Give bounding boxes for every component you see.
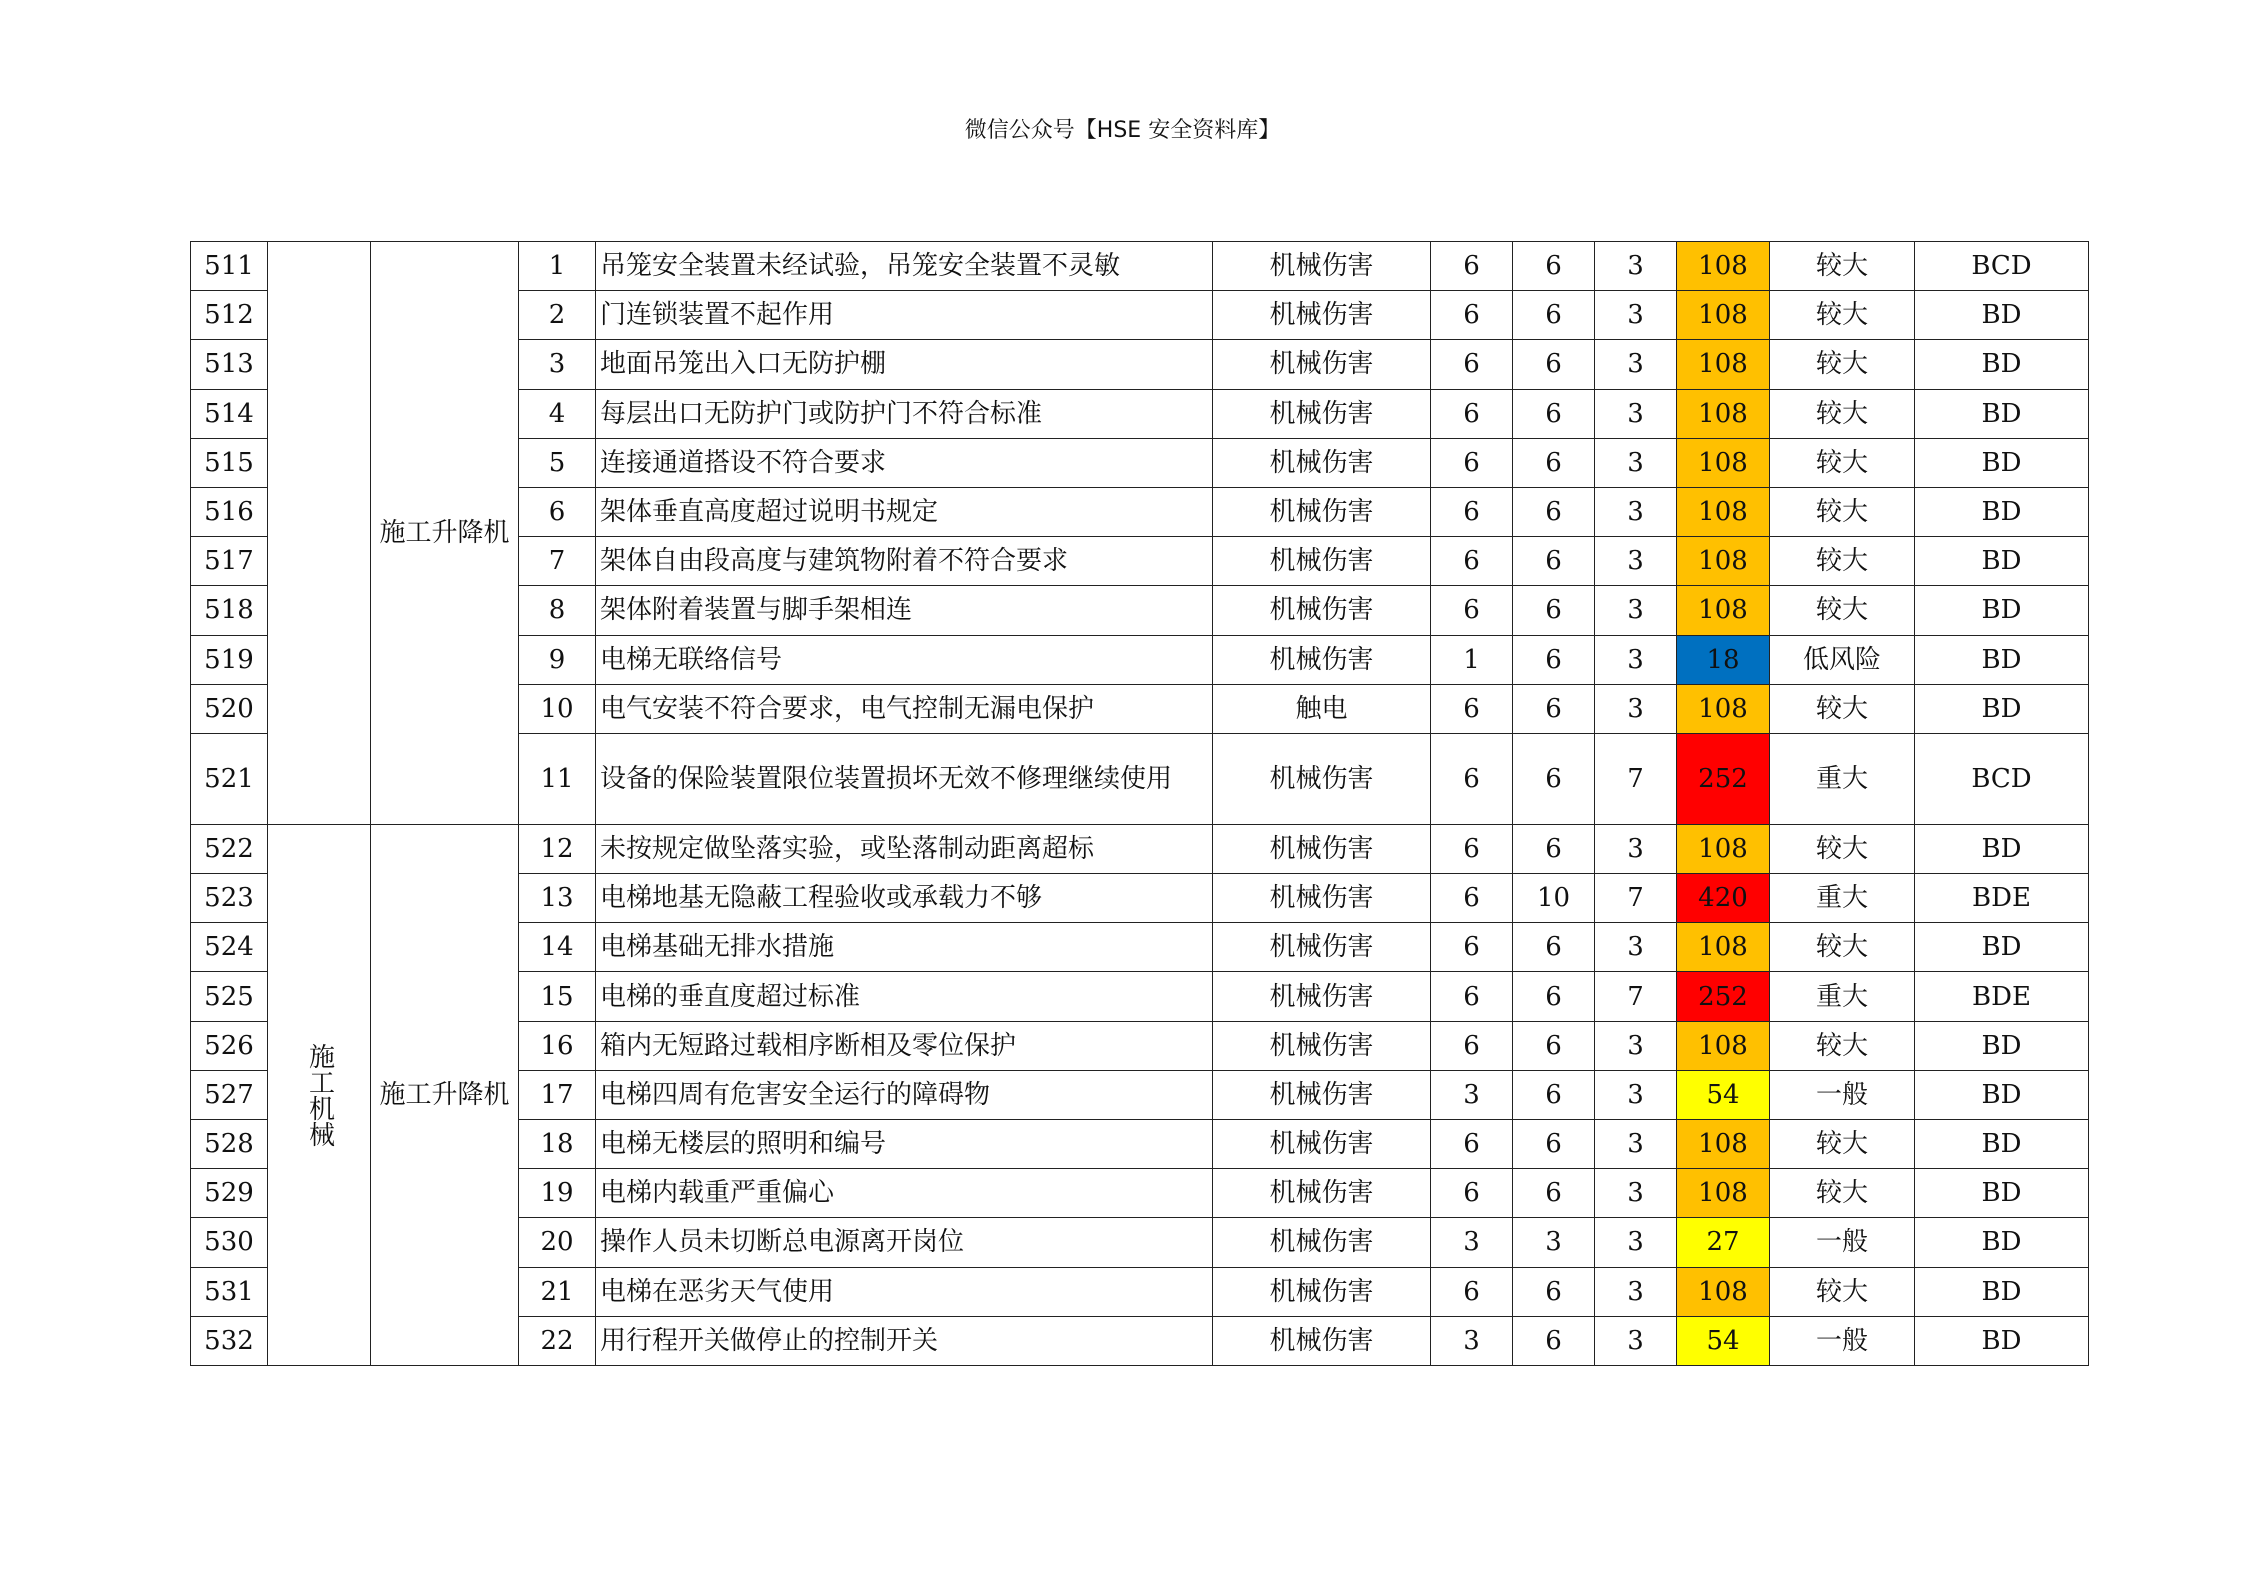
row-id-cell: 519 (191, 635, 268, 684)
control-measures-cell: BD (1915, 1316, 2089, 1365)
risk-level-cell: 较大 (1770, 923, 1915, 972)
likelihood-cell: 6 (1431, 340, 1513, 389)
accident-type-cell: 机械伤害 (1213, 487, 1431, 536)
risk-level-cell: 重大 (1770, 733, 1915, 824)
item-number-cell: 12 (519, 824, 596, 873)
hazard-description-cell: 电梯在恶劣天气使用 (596, 1267, 1213, 1316)
likelihood-cell: 6 (1431, 389, 1513, 438)
hazard-description-cell: 每层出口无防护门或防护门不符合标准 (596, 389, 1213, 438)
risk-level-cell: 较大 (1770, 1169, 1915, 1218)
risk-level-cell: 较大 (1770, 537, 1915, 586)
hazard-description-cell: 未按规定做坠落实验，或坠落制动距离超标 (596, 824, 1213, 873)
accident-type-cell: 机械伤害 (1213, 733, 1431, 824)
consequence-cell: 3 (1595, 1169, 1677, 1218)
hazard-description-cell: 电梯无楼层的照明和编号 (596, 1120, 1213, 1169)
accident-type-cell: 机械伤害 (1213, 389, 1431, 438)
control-measures-cell: BD (1915, 1218, 2089, 1267)
hazard-description-cell: 电梯无联络信号 (596, 635, 1213, 684)
row-id-cell: 526 (191, 1021, 268, 1070)
item-number-cell: 1 (519, 242, 596, 291)
exposure-cell: 6 (1513, 487, 1595, 536)
consequence-cell: 3 (1595, 389, 1677, 438)
consequence-cell: 3 (1595, 1070, 1677, 1119)
risk-score-cell: 108 (1677, 1267, 1770, 1316)
consequence-cell: 3 (1595, 1267, 1677, 1316)
hazard-description-cell: 电梯四周有危害安全运行的障碍物 (596, 1070, 1213, 1119)
consequence-cell: 3 (1595, 1218, 1677, 1267)
risk-score-cell: 108 (1677, 1021, 1770, 1070)
control-measures-cell: BD (1915, 1169, 2089, 1218)
hazard-description-cell: 设备的保险装置限位装置损坏无效不修理继续使用 (596, 733, 1213, 824)
likelihood-cell: 1 (1431, 635, 1513, 684)
control-measures-cell: BD (1915, 684, 2089, 733)
exposure-cell: 6 (1513, 635, 1595, 684)
row-id-cell: 525 (191, 972, 268, 1021)
table-row (191, 242, 2089, 291)
hazard-description-cell: 架体附着装置与脚手架相连 (596, 586, 1213, 635)
accident-type-cell: 机械伤害 (1213, 1070, 1431, 1119)
risk-score-cell: 108 (1677, 684, 1770, 733)
consequence-cell: 3 (1595, 635, 1677, 684)
exposure-cell: 3 (1513, 1218, 1595, 1267)
item-number-cell: 8 (519, 586, 596, 635)
row-id-cell: 515 (191, 438, 268, 487)
exposure-cell: 6 (1513, 972, 1595, 1021)
risk-score-cell: 54 (1677, 1316, 1770, 1365)
table-row (191, 824, 2089, 873)
likelihood-cell: 6 (1431, 1120, 1513, 1169)
item-number-cell: 9 (519, 635, 596, 684)
accident-type-cell: 机械伤害 (1213, 972, 1431, 1021)
control-measures-cell: BCD (1915, 242, 2089, 291)
page-header: 微信公众号【HSE 安全资料库】 (964, 118, 1281, 143)
hazard-description-cell: 架体自由段高度与建筑物附着不符合要求 (596, 537, 1213, 586)
hazard-description-cell: 电梯基础无排水措施 (596, 923, 1213, 972)
hazard-description-cell: 箱内无短路过载相序断相及零位保护 (596, 1021, 1213, 1070)
risk-score-cell: 420 (1677, 874, 1770, 923)
accident-type-cell: 机械伤害 (1213, 1021, 1431, 1070)
equipment-cell: 施工升降机 (371, 824, 519, 1365)
item-number-cell: 6 (519, 487, 596, 536)
risk-score-cell: 27 (1677, 1218, 1770, 1267)
row-id-cell: 517 (191, 537, 268, 586)
row-id-cell: 531 (191, 1267, 268, 1316)
likelihood-cell: 6 (1431, 923, 1513, 972)
control-measures-cell: BDE (1915, 874, 2089, 923)
row-id-cell: 532 (191, 1316, 268, 1365)
risk-score-cell: 108 (1677, 291, 1770, 340)
accident-type-cell: 机械伤害 (1213, 340, 1431, 389)
risk-level-cell: 较大 (1770, 340, 1915, 389)
accident-type-cell: 机械伤害 (1213, 1120, 1431, 1169)
likelihood-cell: 6 (1431, 537, 1513, 586)
control-measures-cell: BD (1915, 1021, 2089, 1070)
control-measures-cell: BD (1915, 824, 2089, 873)
item-number-cell: 17 (519, 1070, 596, 1119)
likelihood-cell: 6 (1431, 874, 1513, 923)
control-measures-cell: BD (1915, 1070, 2089, 1119)
likelihood-cell: 6 (1431, 733, 1513, 824)
risk-score-cell: 108 (1677, 824, 1770, 873)
risk-level-cell: 较大 (1770, 438, 1915, 487)
exposure-cell: 6 (1513, 242, 1595, 291)
consequence-cell: 3 (1595, 291, 1677, 340)
row-id-cell: 524 (191, 923, 268, 972)
row-id-cell: 520 (191, 684, 268, 733)
exposure-cell: 6 (1513, 824, 1595, 873)
consequence-cell: 3 (1595, 487, 1677, 536)
control-measures-cell: BD (1915, 1120, 2089, 1169)
risk-level-cell: 较大 (1770, 291, 1915, 340)
exposure-cell: 6 (1513, 1316, 1595, 1365)
control-measures-cell: BD (1915, 487, 2089, 536)
exposure-cell: 6 (1513, 684, 1595, 733)
risk-level-cell: 重大 (1770, 874, 1915, 923)
likelihood-cell: 3 (1431, 1316, 1513, 1365)
likelihood-cell: 3 (1431, 1070, 1513, 1119)
consequence-cell: 3 (1595, 340, 1677, 389)
item-number-cell: 5 (519, 438, 596, 487)
risk-score-cell: 18 (1677, 635, 1770, 684)
risk-score-cell: 108 (1677, 487, 1770, 536)
hazard-description-cell: 电梯地基无隐蔽工程验收或承载力不够 (596, 874, 1213, 923)
risk-level-cell: 较大 (1770, 1021, 1915, 1070)
risk-level-cell: 一般 (1770, 1070, 1915, 1119)
risk-level-cell: 较大 (1770, 824, 1915, 873)
risk-score-cell: 108 (1677, 340, 1770, 389)
consequence-cell: 3 (1595, 684, 1677, 733)
risk-score-cell: 54 (1677, 1070, 1770, 1119)
row-id-cell: 516 (191, 487, 268, 536)
row-id-cell: 518 (191, 586, 268, 635)
accident-type-cell: 机械伤害 (1213, 242, 1431, 291)
likelihood-cell: 6 (1431, 586, 1513, 635)
control-measures-cell: BD (1915, 1267, 2089, 1316)
row-id-cell: 511 (191, 242, 268, 291)
consequence-cell: 7 (1595, 733, 1677, 824)
row-id-cell: 521 (191, 733, 268, 824)
hazard-table (190, 241, 2089, 1366)
accident-type-cell: 机械伤害 (1213, 1316, 1431, 1365)
risk-level-cell: 一般 (1770, 1316, 1915, 1365)
exposure-cell: 6 (1513, 1267, 1595, 1316)
accident-type-cell: 机械伤害 (1213, 874, 1431, 923)
item-number-cell: 18 (519, 1120, 596, 1169)
control-measures-cell: BD (1915, 389, 2089, 438)
likelihood-cell: 6 (1431, 824, 1513, 873)
likelihood-cell: 6 (1431, 1169, 1513, 1218)
row-id-cell: 527 (191, 1070, 268, 1119)
item-number-cell: 2 (519, 291, 596, 340)
row-id-cell: 514 (191, 389, 268, 438)
risk-score-cell: 108 (1677, 1169, 1770, 1218)
likelihood-cell: 6 (1431, 972, 1513, 1021)
risk-level-cell: 较大 (1770, 389, 1915, 438)
row-id-cell: 523 (191, 874, 268, 923)
likelihood-cell: 6 (1431, 1267, 1513, 1316)
category-cell-empty (268, 242, 371, 825)
likelihood-cell: 6 (1431, 1021, 1513, 1070)
risk-score-cell: 108 (1677, 586, 1770, 635)
row-id-cell: 522 (191, 824, 268, 873)
exposure-cell: 6 (1513, 438, 1595, 487)
accident-type-cell: 机械伤害 (1213, 586, 1431, 635)
consequence-cell: 3 (1595, 586, 1677, 635)
risk-level-cell: 一般 (1770, 1218, 1915, 1267)
control-measures-cell: BD (1915, 923, 2089, 972)
item-number-cell: 20 (519, 1218, 596, 1267)
risk-score-cell: 108 (1677, 438, 1770, 487)
equipment-cell: 施工升降机 (371, 242, 519, 825)
accident-type-cell: 机械伤害 (1213, 537, 1431, 586)
risk-score-cell: 252 (1677, 733, 1770, 824)
risk-level-cell: 较大 (1770, 487, 1915, 536)
hazard-description-cell: 电梯的垂直度超过标准 (596, 972, 1213, 1021)
exposure-cell: 6 (1513, 389, 1595, 438)
accident-type-cell: 机械伤害 (1213, 635, 1431, 684)
risk-level-cell: 低风险 (1770, 635, 1915, 684)
accident-type-cell: 机械伤害 (1213, 923, 1431, 972)
hazard-description-cell: 电气安装不符合要求，电气控制无漏电保护 (596, 684, 1213, 733)
control-measures-cell: BD (1915, 438, 2089, 487)
accident-type-cell: 机械伤害 (1213, 1218, 1431, 1267)
control-measures-cell: BD (1915, 635, 2089, 684)
row-id-cell: 530 (191, 1218, 268, 1267)
likelihood-cell: 6 (1431, 242, 1513, 291)
hazard-description-cell: 门连锁装置不起作用 (596, 291, 1213, 340)
exposure-cell: 6 (1513, 923, 1595, 972)
consequence-cell: 3 (1595, 242, 1677, 291)
item-number-cell: 16 (519, 1021, 596, 1070)
exposure-cell: 6 (1513, 1120, 1595, 1169)
item-number-cell: 21 (519, 1267, 596, 1316)
consequence-cell: 3 (1595, 537, 1677, 586)
hazard-description-cell: 连接通道搭设不符合要求 (596, 438, 1213, 487)
row-id-cell: 513 (191, 340, 268, 389)
risk-level-cell: 较大 (1770, 1267, 1915, 1316)
control-measures-cell: BD (1915, 586, 2089, 635)
hazard-description-cell: 用行程开关做停止的控制开关 (596, 1316, 1213, 1365)
risk-score-cell: 108 (1677, 1120, 1770, 1169)
accident-type-cell: 机械伤害 (1213, 291, 1431, 340)
accident-type-cell: 机械伤害 (1213, 1267, 1431, 1316)
accident-type-cell: 机械伤害 (1213, 438, 1431, 487)
control-measures-cell: BD (1915, 291, 2089, 340)
accident-type-cell: 机械伤害 (1213, 1169, 1431, 1218)
consequence-cell: 3 (1595, 1316, 1677, 1365)
row-id-cell: 512 (191, 291, 268, 340)
hazard-description-cell: 操作人员未切断总电源离开岗位 (596, 1218, 1213, 1267)
consequence-cell: 3 (1595, 824, 1677, 873)
consequence-cell: 3 (1595, 923, 1677, 972)
risk-score-cell: 108 (1677, 537, 1770, 586)
hazard-description-cell: 架体垂直高度超过说明书规定 (596, 487, 1213, 536)
hazard-description-cell: 电梯内载重严重偏心 (596, 1169, 1213, 1218)
risk-level-cell: 较大 (1770, 242, 1915, 291)
control-measures-cell: BDE (1915, 972, 2089, 1021)
exposure-cell: 6 (1513, 733, 1595, 824)
hazard-description-cell: 地面吊笼出入口无防护棚 (596, 340, 1213, 389)
item-number-cell: 13 (519, 874, 596, 923)
item-number-cell: 15 (519, 972, 596, 1021)
exposure-cell: 10 (1513, 874, 1595, 923)
consequence-cell: 3 (1595, 1120, 1677, 1169)
category-cell: 施工机械 (268, 824, 371, 1365)
risk-level-cell: 较大 (1770, 586, 1915, 635)
risk-score-cell: 252 (1677, 972, 1770, 1021)
item-number-cell: 14 (519, 923, 596, 972)
risk-score-cell: 108 (1677, 242, 1770, 291)
likelihood-cell: 3 (1431, 1218, 1513, 1267)
exposure-cell: 6 (1513, 586, 1595, 635)
item-number-cell: 3 (519, 340, 596, 389)
item-number-cell: 4 (519, 389, 596, 438)
accident-type-cell: 机械伤害 (1213, 824, 1431, 873)
consequence-cell: 7 (1595, 874, 1677, 923)
control-measures-cell: BCD (1915, 733, 2089, 824)
likelihood-cell: 6 (1431, 291, 1513, 340)
item-number-cell: 10 (519, 684, 596, 733)
consequence-cell: 7 (1595, 972, 1677, 1021)
item-number-cell: 11 (519, 733, 596, 824)
risk-level-cell: 较大 (1770, 1120, 1915, 1169)
risk-level-cell: 较大 (1770, 684, 1915, 733)
consequence-cell: 3 (1595, 438, 1677, 487)
item-number-cell: 22 (519, 1316, 596, 1365)
exposure-cell: 6 (1513, 537, 1595, 586)
risk-level-cell: 重大 (1770, 972, 1915, 1021)
likelihood-cell: 6 (1431, 438, 1513, 487)
item-number-cell: 7 (519, 537, 596, 586)
exposure-cell: 6 (1513, 1070, 1595, 1119)
item-number-cell: 19 (519, 1169, 596, 1218)
risk-score-cell: 108 (1677, 389, 1770, 438)
control-measures-cell: BD (1915, 340, 2089, 389)
row-id-cell: 529 (191, 1169, 268, 1218)
exposure-cell: 6 (1513, 340, 1595, 389)
exposure-cell: 6 (1513, 1021, 1595, 1070)
exposure-cell: 6 (1513, 291, 1595, 340)
likelihood-cell: 6 (1431, 487, 1513, 536)
exposure-cell: 6 (1513, 1169, 1595, 1218)
likelihood-cell: 6 (1431, 684, 1513, 733)
risk-score-cell: 108 (1677, 923, 1770, 972)
consequence-cell: 3 (1595, 1021, 1677, 1070)
row-id-cell: 528 (191, 1120, 268, 1169)
control-measures-cell: BD (1915, 537, 2089, 586)
accident-type-cell: 触电 (1213, 684, 1431, 733)
hazard-description-cell: 吊笼安全装置未经试验，吊笼安全装置不灵敏 (596, 242, 1213, 291)
